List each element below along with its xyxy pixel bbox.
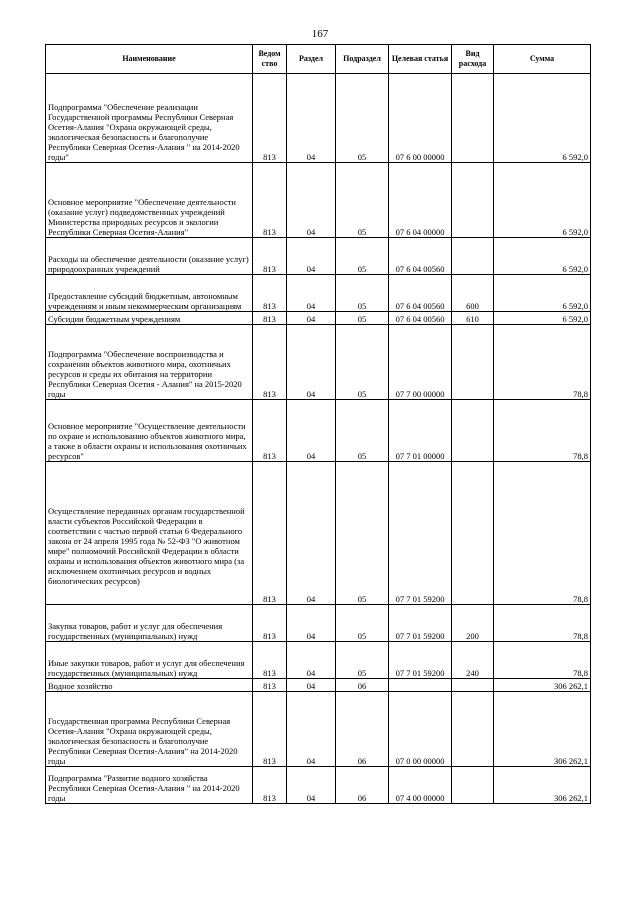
table-row	[46, 312, 591, 325]
row-ved: 813	[253, 767, 287, 804]
row-razdel: 04	[287, 325, 336, 400]
row-razdel: 04	[287, 400, 336, 462]
row-podrazdel: 05	[336, 275, 389, 312]
row-csr: 07 6 04 00560	[389, 312, 452, 325]
row-sum: 78,8	[494, 400, 591, 462]
row-name: Основное мероприятие "Обеспечение деятельности (оказание услуг) подведомственных учреждений Министерства природных ресурсов и экологии Республики Северная Осетия-Алания"	[46, 163, 253, 238]
row-name: Государственная программа Республики Северная Осетия-Алания "Охрана окружающей среды, экологическая безопасность и благополучие Республики Северная Осетия-Алания" на 2014-2020 годы	[46, 692, 253, 767]
row-vr	[452, 238, 494, 275]
row-csr: 07 6 04 00560	[389, 275, 452, 312]
row-csr: 07 7 01 59200	[389, 605, 452, 642]
row-podrazdel: 05	[336, 74, 389, 163]
row-ved: 813	[253, 679, 287, 692]
table-header-row	[46, 45, 591, 74]
row-podrazdel: 06	[336, 692, 389, 767]
row-podrazdel: 05	[336, 238, 389, 275]
page-number: 167	[311, 28, 329, 40]
row-csr: 07 7 00 00000	[389, 325, 452, 400]
row-csr: 07 6 04 00560	[389, 238, 452, 275]
row-vr: 200	[452, 605, 494, 642]
row-razdel: 04	[287, 74, 336, 163]
row-razdel: 04	[287, 767, 336, 804]
row-vr	[452, 400, 494, 462]
table-row	[46, 163, 591, 238]
row-sum: 6 592,0	[494, 238, 591, 275]
row-name: Подпрограмма "Обеспечение реализации Государственной программы Республики Северная Осетия-Алания "Охрана окружающей среды, экологическая безопасность и благополучие Республики Северная Осетия-Алания " на 2014-2020 годы"	[46, 74, 253, 163]
row-ved: 813	[253, 312, 287, 325]
row-ved: 813	[253, 642, 287, 679]
row-sum: 6 592,0	[494, 275, 591, 312]
row-razdel: 04	[287, 462, 336, 605]
table-row	[46, 605, 591, 642]
row-csr: 07 7 01 00000	[389, 400, 452, 462]
table-row	[46, 238, 591, 275]
row-podrazdel: 05	[336, 642, 389, 679]
row-razdel: 04	[287, 692, 336, 767]
row-podrazdel: 05	[336, 605, 389, 642]
row-csr: 07 6 04 00000	[389, 163, 452, 238]
row-sum: 306 262,1	[494, 679, 591, 692]
column-header-name: Наименование	[46, 45, 253, 74]
table-row	[46, 325, 591, 400]
row-vr	[452, 679, 494, 692]
row-podrazdel: 05	[336, 163, 389, 238]
row-ved: 813	[253, 692, 287, 767]
row-podrazdel: 05	[336, 312, 389, 325]
row-razdel: 04	[287, 312, 336, 325]
row-vr	[452, 325, 494, 400]
row-sum: 306 262,1	[494, 767, 591, 804]
row-ved: 813	[253, 74, 287, 163]
table-row	[46, 767, 591, 804]
budget-table	[45, 44, 591, 804]
row-podrazdel: 05	[336, 325, 389, 400]
row-sum: 6 592,0	[494, 74, 591, 163]
row-vr: 240	[452, 642, 494, 679]
row-razdel: 04	[287, 238, 336, 275]
row-ved: 813	[253, 400, 287, 462]
row-podrazdel: 06	[336, 767, 389, 804]
row-vr	[452, 462, 494, 605]
row-name: Расходы на обеспечение деятельности (оказание услуг) природоохранных учреждений	[46, 238, 253, 275]
column-header-sum: Сумма	[494, 45, 591, 74]
row-sum: 78,8	[494, 642, 591, 679]
row-csr: 07 6 00 00000	[389, 74, 452, 163]
row-podrazdel: 05	[336, 400, 389, 462]
row-name: Основное мероприятие "Осуществление деятельности по охране и использованию объектов животного мира, а также в области охраны и использования охотничьих ресурсов"	[46, 400, 253, 462]
row-vr	[452, 163, 494, 238]
row-name: Подпрограмма "Обеспечение воспроизводства и сохранения объектов животного мира, охотничьих ресурсов и среды их обитания на территории Республики Северная Осетия - Алания" на 2015-2020 годы	[46, 325, 253, 400]
table-row	[46, 400, 591, 462]
row-ved: 813	[253, 275, 287, 312]
table-row	[46, 462, 591, 605]
table-row	[46, 642, 591, 679]
row-ved: 813	[253, 605, 287, 642]
row-csr: 07 4 00 00000	[389, 767, 452, 804]
row-razdel: 04	[287, 642, 336, 679]
table-row	[46, 679, 591, 692]
column-header-vr: Вид расхода	[452, 45, 494, 74]
row-sum: 306 262,1	[494, 692, 591, 767]
row-razdel: 04	[287, 163, 336, 238]
row-sum: 78,8	[494, 325, 591, 400]
row-csr	[389, 679, 452, 692]
row-name: Закупка товаров, работ и услуг для обеспечения государственных (муниципальных) нужд	[46, 605, 253, 642]
row-podrazdel: 06	[336, 679, 389, 692]
row-razdel: 04	[287, 605, 336, 642]
row-podrazdel: 05	[336, 462, 389, 605]
row-sum: 6 592,0	[494, 163, 591, 238]
table-row	[46, 275, 591, 312]
row-name: Подпрограмма "Развитие водного хозяйства Республики Северная Осетия-Алания " на 2014-2020 годы	[46, 767, 253, 804]
row-vr	[452, 692, 494, 767]
row-ved: 813	[253, 238, 287, 275]
column-header-razdel: Раздел	[287, 45, 336, 74]
row-name: Предоставление субсидий бюджетным, автономным учреждениям и иным некоммерческим организациям	[46, 275, 253, 312]
row-ved: 813	[253, 325, 287, 400]
table-row	[46, 692, 591, 767]
column-header-csr: Целевая статья	[389, 45, 452, 74]
row-sum: 78,8	[494, 462, 591, 605]
row-sum: 78,8	[494, 605, 591, 642]
row-ved: 813	[253, 462, 287, 605]
column-header-podrazdel: Подраздел	[336, 45, 389, 74]
row-razdel: 04	[287, 275, 336, 312]
row-vr: 600	[452, 275, 494, 312]
row-vr: 610	[452, 312, 494, 325]
row-sum: 6 592,0	[494, 312, 591, 325]
row-csr: 07 7 01 59200	[389, 462, 452, 605]
table-row	[46, 74, 591, 163]
row-vr	[452, 74, 494, 163]
row-razdel: 04	[287, 679, 336, 692]
row-vr	[452, 767, 494, 804]
row-name: Субсидии бюджетным учреждениям	[46, 312, 253, 325]
row-name: Осуществление переданных органам государственной власти субъектов Российской Федерации в соответствии с частью первой статьи 6 Федерального закона от 24 апреля 1995 года № 52-ФЗ "О животном мире" полномочий Российской Федерации в области охраны и использования объектов животного мира (за исключением охотничьих ресурсов и водных биологических ресурсов)	[46, 462, 253, 605]
row-csr: 07 0 00 00000	[389, 692, 452, 767]
row-name: Иные закупки товаров, работ и услуг для обеспечения государственных (муниципальных) нужд	[46, 642, 253, 679]
column-header-ved: Ведом ство	[253, 45, 287, 74]
row-ved: 813	[253, 163, 287, 238]
row-name: Водное хозяйство	[46, 679, 253, 692]
row-csr: 07 7 01 59200	[389, 642, 452, 679]
